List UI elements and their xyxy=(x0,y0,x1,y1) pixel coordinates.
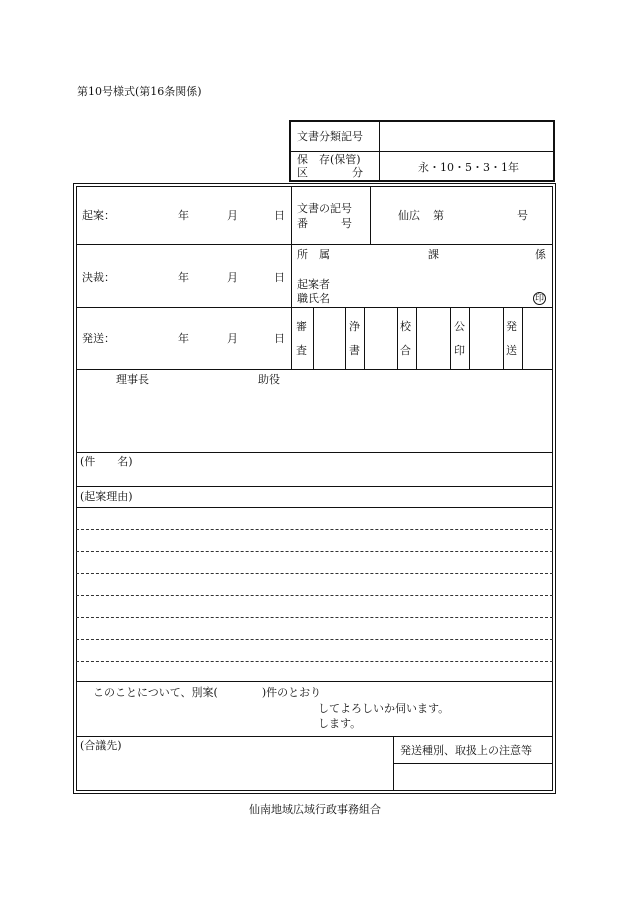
hassou-top: 発 xyxy=(506,320,517,333)
decided-label: 決裁： xyxy=(82,271,115,284)
doc-number-go: 号 xyxy=(517,209,528,222)
affiliation-label: 所 属 xyxy=(297,248,330,261)
notes-label: 発送種別、取扱上の注意等 xyxy=(400,744,532,757)
consultation-label: (合議先) xyxy=(80,739,122,752)
doc-number-label-top: 文書の記号 xyxy=(297,202,352,215)
doc-class-label: 文書分類記号 xyxy=(297,130,363,143)
organization-name: 仙南地域広域行政事務組合 xyxy=(249,803,381,816)
subject-label: (件 名) xyxy=(80,455,133,468)
retention-label-bottom: 区 分 xyxy=(297,166,363,179)
jousho-bottom: 書 xyxy=(349,344,360,357)
retention-label-top: 保 存(保管) xyxy=(297,153,361,166)
reason-field[interactable] xyxy=(77,508,552,680)
hassou-stamp-cell[interactable] xyxy=(523,308,552,368)
drafted-label: 起案： xyxy=(82,209,115,222)
request-line-1: このことについて、別案( )件のとおり xyxy=(93,686,322,699)
chief-label: 理事長 xyxy=(116,373,149,386)
notes-field[interactable] xyxy=(394,764,552,790)
kouin-top: 公 xyxy=(454,320,465,333)
shinsa-bottom: 査 xyxy=(296,344,307,357)
doc-number-label-bottom: 番 号 xyxy=(297,217,352,230)
form-inner-frame xyxy=(76,186,553,791)
sent-day: 日 xyxy=(274,332,285,345)
hassou-bottom: 送 xyxy=(506,344,517,357)
doc-number-prefix: 仙広 xyxy=(398,209,420,222)
shinsa-stamp-cell[interactable] xyxy=(314,308,344,368)
subject-field[interactable] xyxy=(150,453,550,485)
kougou-bottom: 合 xyxy=(400,344,411,357)
kouin-bottom: 印 xyxy=(454,344,465,357)
doc-number-dai: 第 xyxy=(433,209,444,222)
jousho-top: 浄 xyxy=(349,320,360,333)
title-name-label: 職氏名 xyxy=(297,292,330,305)
retention-value: 永・10・5・3・1年 xyxy=(418,161,519,174)
kougou-stamp-cell[interactable] xyxy=(417,308,449,368)
form-title: 第10号様式(第16条関係) xyxy=(77,85,202,98)
doc-class-field[interactable] xyxy=(379,122,553,150)
sent-month: 月 xyxy=(227,332,238,345)
drafted-year: 年 xyxy=(178,209,189,222)
shinsa-top: 審 xyxy=(296,320,307,333)
kakari-label: 係 xyxy=(535,248,546,261)
kouin-stamp-cell[interactable] xyxy=(470,308,502,368)
jousho-stamp-cell[interactable] xyxy=(365,308,396,368)
kougou-top: 校 xyxy=(400,320,411,333)
request-line-3: します。 xyxy=(318,717,362,730)
drafted-day: 日 xyxy=(274,209,285,222)
decided-year: 年 xyxy=(178,271,189,284)
sent-year: 年 xyxy=(178,332,189,345)
ka-label: 課 xyxy=(428,248,439,261)
sent-label: 発送： xyxy=(82,332,115,345)
decided-day: 日 xyxy=(274,271,285,284)
request-line-2: してよろしいか伺います。 xyxy=(318,702,450,715)
deputy-label: 助役 xyxy=(258,373,280,386)
consultation-field[interactable] xyxy=(77,752,392,790)
drafted-month: 月 xyxy=(227,209,238,222)
drafter-label: 起案者 xyxy=(297,278,330,291)
reason-label: (起案理由) xyxy=(80,490,133,503)
decided-month: 月 xyxy=(227,271,238,284)
seal-icon: 印 xyxy=(534,294,544,304)
